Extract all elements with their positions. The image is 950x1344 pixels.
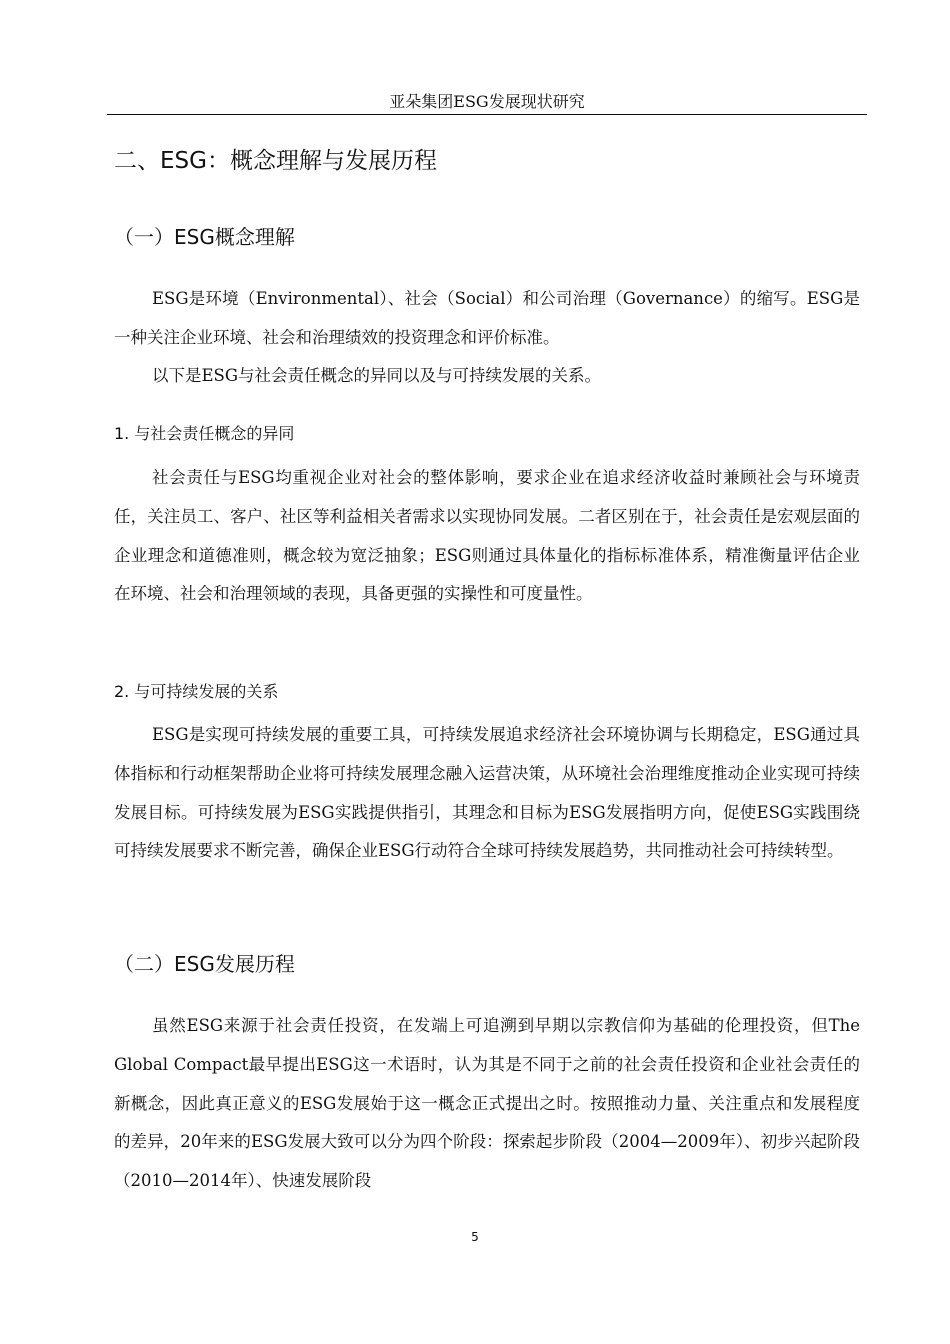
paragraph-esg-definition: ESG是环境（Environmental）、社会（Social）和公司治理（Governance）的缩写。ESG是一种关注企业环境、社会和治理绩效的投资理念和评价标准。 bbox=[114, 289, 860, 347]
paragraph-esg-intro-relations: 以下是ESG与社会责任概念的异同以及与可持续发展的关系。 bbox=[152, 366, 602, 385]
header-divider bbox=[107, 114, 867, 115]
running-header: 亚朵集团ESG发展现状研究 bbox=[389, 92, 585, 111]
point-heading-sustainability: 2. 与可持续发展的关系 bbox=[114, 682, 279, 701]
subsection-heading-concept: （一）ESG概念理解 bbox=[114, 225, 295, 249]
subsection-heading-history: （二）ESG发展历程 bbox=[114, 952, 295, 976]
point-heading-social-responsibility: 1. 与社会责任概念的异同 bbox=[114, 424, 295, 443]
page-number: 5 bbox=[471, 1230, 479, 1244]
paragraph-sustainability: ESG是实现可持续发展的重要工具，可持续发展追求经济社会环境协调与长期稳定，ESG通过具体指标和行动框架帮助企业将可持续发展理念融入运营决策，从环境社会治理维度推动企业实现可持续发展目标。可持续发展为ESG实践提供指引，其理念和目标为ESG发展指明方向，促使ESG实践围绕可持续发展要求不断完善，确保企业ESG行动符合全球可持续发展趋势，共同推动社会可持续转型。 bbox=[114, 725, 860, 861]
paragraph-esg-history: 虽然ESG来源于社会责任投资，在发端上可追溯到早期以宗教信仰为基础的伦理投资，但The Global Compact最早提出ESG这一术语时，认为其是不同于之前的社会责任投资和企业社会责任的新概念，因此真正意义的ESG发展始于这一概念正式提出之时。按照推动力量、关注重点和发展程度的差异，20年来的ESG发展大致可以分为四个阶段：探索起步阶段（2004—2009年）、初步兴起阶段（2010—2014年）、快速发展阶段 bbox=[114, 1016, 860, 1191]
section-heading: 二、ESG：概念理解与发展历程 bbox=[114, 148, 437, 174]
paragraph-social-responsibility: 社会责任与ESG均重视企业对社会的整体影响，要求企业在追求经济收益时兼顾社会与环境责任，关注员工、客户、社区等利益相关者需求以实现协同发展。二者区别在于，社会责任是宏观层面的企业理念和道德准则，概念较为宽泛抽象；ESG则通过具体量化的指标标准体系，精准衡量评估企业在环境、社会和治理领域的表现，具备更强的实操性和可度量性。 bbox=[114, 468, 860, 604]
